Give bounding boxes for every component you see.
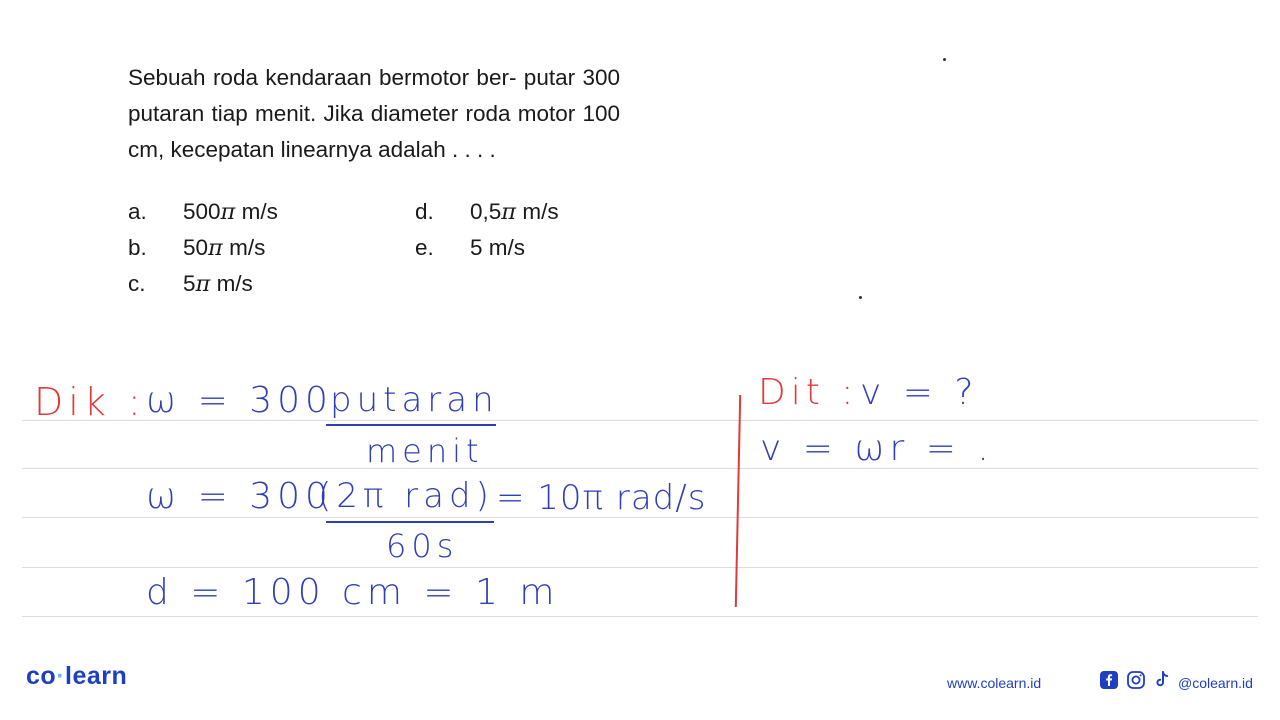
omega-line-1: ω = 300 [146,380,333,421]
option-unit: m/s [210,271,253,296]
option-letter: b. [128,235,147,260]
option-letter: d. [415,199,434,224]
option-value: 500 [183,199,221,224]
facebook-icon[interactable] [1099,670,1119,690]
dit-label: Dit : [758,372,859,413]
option-value: 0,5 [470,199,502,224]
pi-symbol: π [208,235,223,261]
option-d [415,199,559,225]
problem-statement [128,60,620,168]
fraction-2-bar [326,521,494,523]
fraction-1-denominator: menit [366,432,484,470]
problem-text: Sebuah roda kendaraan bermotor ber- putar 300 putaran tiap menit. Jika diameter roda motor 100 cm, kecepatan linearnya adalah . . . . [128,65,620,162]
omega-result: = 10π rad/s [496,478,707,518]
option-c [128,271,253,297]
fraction-1-bar [326,424,496,426]
option-letter: c. [128,271,146,296]
dit-question: v = ? [860,372,979,413]
website-link[interactable]: www.colearn.id [947,675,1042,691]
velocity-formula: v = ωr = . [760,428,994,469]
ruled-line [22,616,1258,617]
fraction-2-numerator: (2π rad) [318,476,494,516]
omega-line-2: ω = 300 [146,476,333,517]
option-letter: a. [128,199,147,224]
colearn-logo [26,662,127,691]
option-unit: m/s [516,199,559,224]
option-a [128,199,278,225]
pi-symbol: π [501,199,517,225]
dik-label: Dik : [34,380,146,424]
option-e [415,235,525,261]
column-divider [735,395,741,607]
fraction-1-numerator: putaran [330,380,499,420]
instagram-icon[interactable] [1126,670,1146,690]
social-handle[interactable]: @colearn.id [1178,675,1253,691]
logo-text-left: co [26,662,57,690]
fraction-2-denominator: 60s [386,527,459,565]
option-value: 5 m/s [470,235,526,260]
option-b [128,235,265,261]
pi-symbol: π [195,271,211,297]
option-letter: e. [415,235,434,260]
logo-text-right: learn [65,662,128,690]
option-value: 50 [183,235,209,260]
diameter-line: d = 100 cm = 1 m [146,572,560,613]
option-unit: m/s [235,199,278,224]
pi-symbol: π [220,199,236,225]
stray-dot [859,296,862,299]
option-unit: m/s [222,235,266,260]
ruled-line [22,468,1258,469]
option-value: 5 [183,271,196,296]
logo-separator: · [56,662,66,690]
tiktok-icon[interactable] [1152,670,1172,690]
ruled-line [22,567,1258,568]
stray-dot [943,58,946,61]
